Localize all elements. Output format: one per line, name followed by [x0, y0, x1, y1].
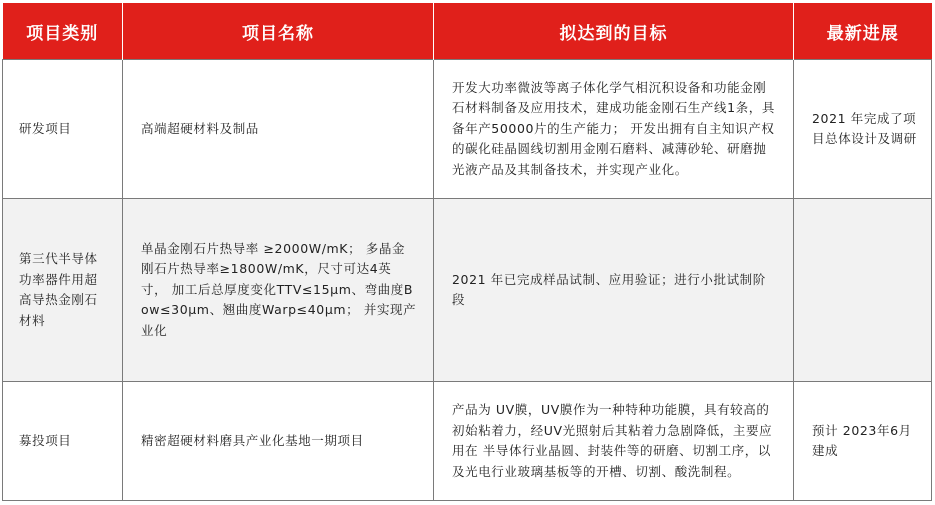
- cell-progress: [794, 199, 932, 382]
- cell-progress: 预计 2023年6月建成: [794, 382, 932, 501]
- table-row: [3, 382, 932, 501]
- cell-category: 第三代半导体功率器件用超高导热金刚石材料: [3, 199, 123, 382]
- project-table: [2, 3, 932, 501]
- cell-goal: 开发大功率微波等离子体化学气相沉积设备和功能金刚石材料制备及应用技术，建成功能金刚石生产线1条，具备年产50000片的生产能力； 开发出拥有自主知识产权的碳化硅晶圆线切割用金刚石磨料、减薄砂轮、研磨抛光液产品及其制备技术，并实现产业化。: [434, 60, 794, 199]
- header-name: 项目名称: [123, 3, 434, 60]
- cell-name: 高端超硬材料及制品: [123, 60, 434, 199]
- table-row: [3, 199, 932, 382]
- table-row: [3, 60, 932, 199]
- cell-goal: 产品为 UV膜，UV膜作为一种特种功能膜，具有较高的初始粘着力，经UV光照射后其粘着力急剧降低，主要应用在 半导体行业晶圆、封装件等的研磨、切割工序，以及光电行业玻璃基板等的开槽、切割、酸洗制程。: [434, 382, 794, 501]
- cell-progress: 2021 年完成了项目总体设计及调研: [794, 60, 932, 199]
- header-category: 项目类别: [3, 3, 123, 60]
- cell-goal: 2021 年已完成样品试制、应用验证；进行小批试制阶段: [434, 199, 794, 382]
- cell-category: 研发项目: [3, 60, 123, 199]
- header-goal: 拟达到的目标: [434, 3, 794, 60]
- cell-name: 精密超硬材料磨具产业化基地一期项目: [123, 382, 434, 501]
- cell-name: 单晶金刚石片热导率 ≥2000W/mK； 多晶金刚石片热导率≥1800W/mK，尺寸可达4英寸， 加工后总厚度变化TTV≤15μm、弯曲度Bow≤30μm、翘曲度Warp≤40μm； 并实现产业化: [123, 199, 434, 382]
- header-progress: 最新进展: [794, 3, 932, 60]
- cell-category: 募投项目: [3, 382, 123, 501]
- table-header-row: [3, 3, 932, 60]
